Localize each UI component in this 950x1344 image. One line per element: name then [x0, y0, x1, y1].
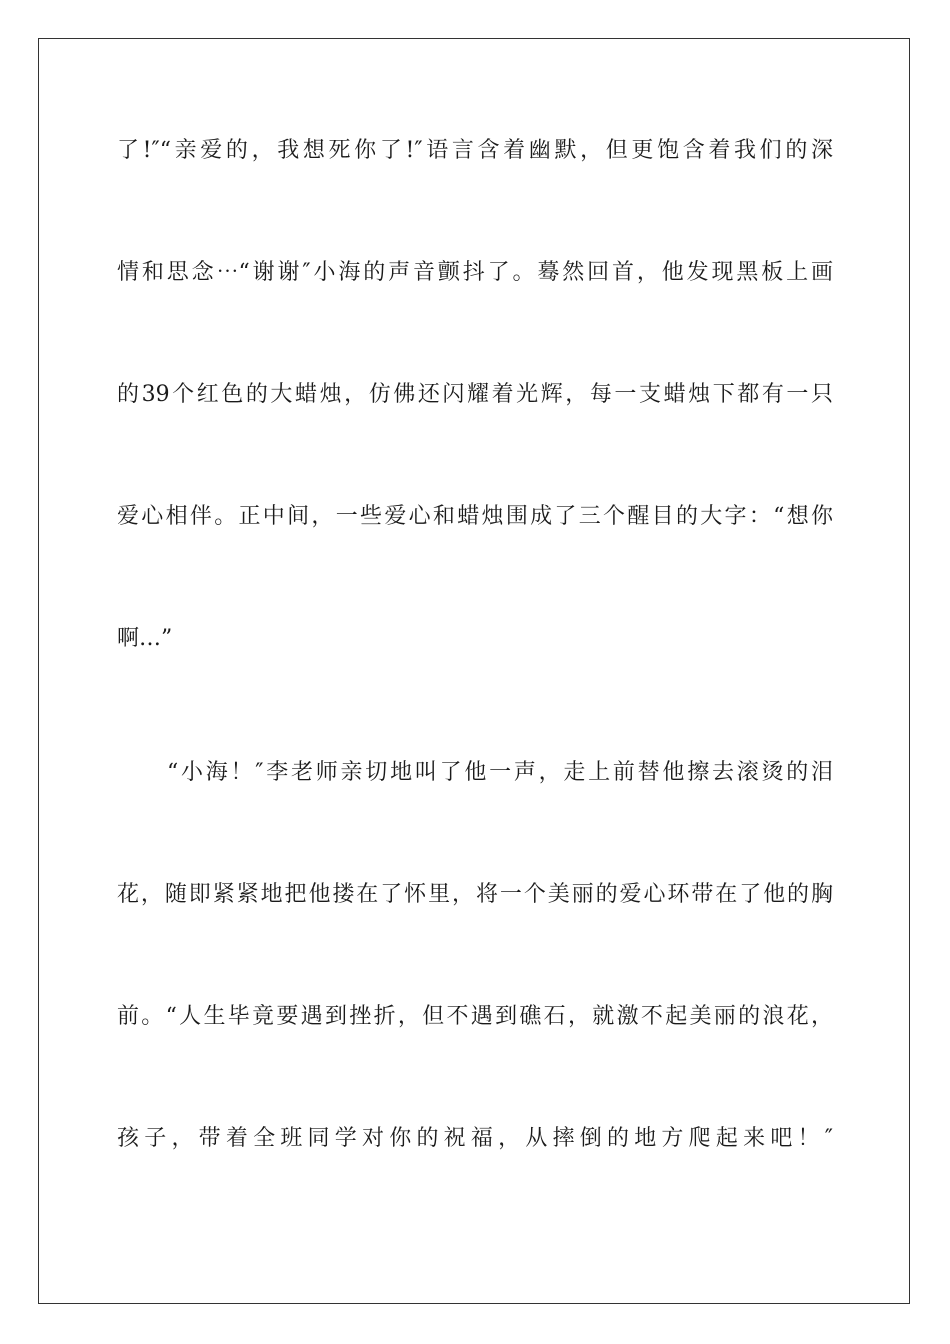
text-line-2: 情和思念⋯“谢谢″小海的声音颤抖了。蓦然回首，他发现黑板上画 — [117, 260, 833, 285]
text-line-6: “小海！″李老师亲切地叫了他一声，走上前替他擦去滚烫的泪 — [167, 760, 833, 785]
text-line-9: 孩子，带着全班同学对你的祝福，从摔倒的地方爬起来吧！″ — [117, 1126, 833, 1151]
text-line-1: 了!″“亲爱的，我想死你了!″语言含着幽默，但更饱含着我们的深 — [117, 138, 833, 163]
text-line-7: 花，随即紧紧地把他搂在了怀里，将一个美丽的爱心环带在了他的胸 — [117, 882, 833, 907]
text-line-5: 啊…” — [117, 626, 173, 651]
text-line-8: 前。“人生毕竟要遇到挫折，但不遇到礁石，就激不起美丽的浪花， — [117, 1004, 833, 1029]
text-line-3: 的39个红色的大蜡烛，仿佛还闪耀着光辉，每一支蜡烛下都有一只 — [117, 382, 833, 407]
text-line-4: 爱心相伴。正中间，一些爱心和蜡烛围成了三个醒目的大字：“想你 — [117, 504, 833, 529]
page-border — [38, 38, 910, 1304]
